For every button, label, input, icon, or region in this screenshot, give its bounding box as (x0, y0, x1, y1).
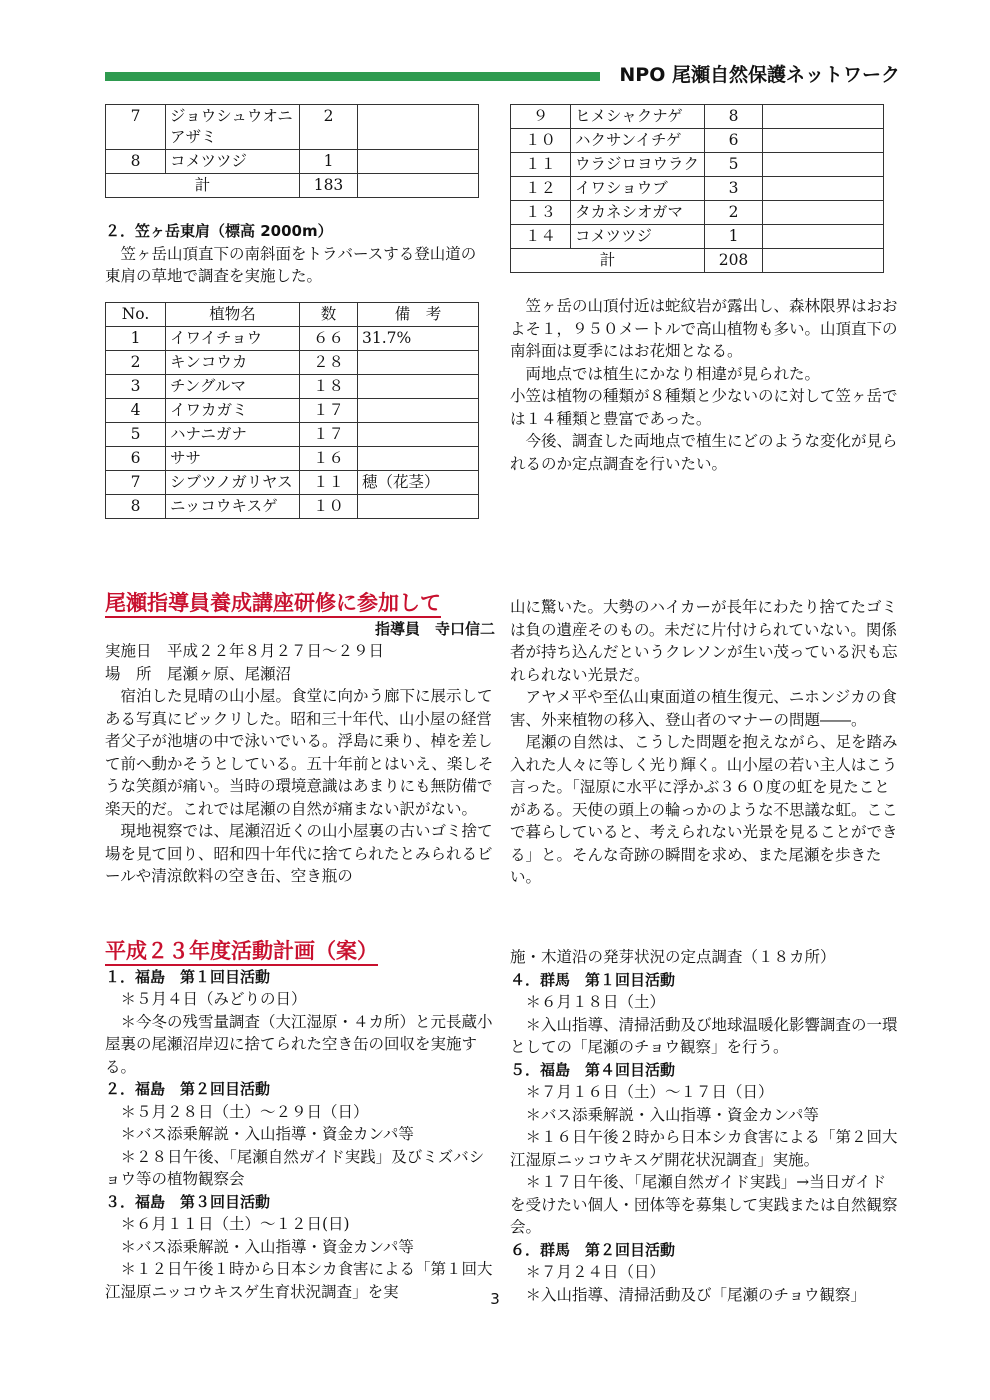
plant-note (358, 398, 479, 422)
plant-count: 2 (705, 201, 763, 225)
article-byline: 指導員 寺口信二 (374, 619, 495, 638)
row-number: 3 (106, 374, 166, 398)
article-paragraph: 宿泊した見晴の山小屋。食堂に向かう廊下に展示してある写真にビックリした。昭和三十年代、山小屋の経営者父子が池塘の中で泳いでいる。浮島に乗り、棹を差して前へ動かそうとしている。五十年前とはいえ、楽しそうな笑顔が痛い。当時の環境意識はあまりにも無防備で楽天的だ。これでは尾瀬の自然が痛まない訳がない。 (105, 687, 494, 818)
plant-name: チングルマ (166, 374, 300, 398)
plan-line: ＊入山指導、清掃活動及び地球温暖化影響調査の一環としての「尾瀬のチョウ観察」を行う。 (510, 1015, 898, 1056)
plant-count: １６ (300, 446, 358, 470)
plant-name: ハクサンイチゲ (571, 129, 705, 153)
plan-heading: ４．群馬 第１回目活動 (510, 970, 676, 989)
plant-count: 2 (300, 105, 358, 150)
row-number: ９ (511, 105, 571, 129)
left-column-top (105, 104, 483, 519)
plan-line: ＊バス添乗解説・入山指導・資金カンパ等 (525, 1105, 819, 1124)
plan-line: ＊７月２４日（日） (525, 1263, 666, 1281)
summary-paragraph: 笠ヶ岳の山頂付近は蛇紋岩が露出し、森林限界はおおよそ１，９５０メートルで高山植物も多い。山頂直下の南斜面は夏季にはお花畑となる。 (510, 297, 898, 360)
article-paragraph: 尾瀬の自然は、こうした問題を抱えながら、足を踏み入れた人々に等しく光り輝く。山小屋の若い主人はこう言った。「湿原に水平に浮かぶ３６０度の虹を見たことがある。天使の頭上の輪っかのような不思議な虹。ここで暮らしていると、考えられない光景を見ることができる」と。そんな奇跡の瞬間を求め、また尾瀬を歩きたい。 (510, 733, 898, 886)
plan-line: ＊６月１８日（土） (525, 993, 666, 1011)
plant-count: 3 (705, 177, 763, 201)
plant-note (763, 177, 884, 201)
table-row (106, 422, 479, 446)
header-cell: No. (106, 302, 166, 326)
table-kasa-continued (510, 104, 884, 273)
plant-count: ２８ (300, 350, 358, 374)
plant-count: 1 (705, 225, 763, 249)
plant-count: １７ (300, 422, 358, 446)
plan-title: 平成２３年度活動計画（案） (105, 940, 378, 966)
plant-count: １７ (300, 398, 358, 422)
plant-note (358, 494, 479, 518)
plant-name: イワイチョウ (166, 326, 300, 350)
row-number: 4 (106, 398, 166, 422)
plan-heading: ３．福島 第３回目活動 (105, 1192, 271, 1211)
plant-name: ウラジロヨウラク (571, 153, 705, 177)
plan-line: ＊今冬の残雪量調査（大江湿原・４カ所）と元長蔵小屋裏の尾瀬沼岸辺に捨てられた空き缶の回収を実施する。 (105, 1012, 493, 1076)
table-kasa (105, 302, 479, 519)
table-row (106, 398, 479, 422)
article-date: 実施日 平成２２年８月２７日～２９日 (105, 642, 385, 660)
plant-count: 5 (705, 153, 763, 177)
table-header-row (106, 302, 479, 326)
table-row (511, 129, 884, 153)
header-cell: 植物名 (166, 302, 300, 326)
plan-heading: ６．群馬 第２回目活動 (510, 1240, 676, 1259)
article-place: 場 所 尾瀬ヶ原、尾瀬沼 (105, 664, 292, 683)
plant-count: 1 (300, 150, 358, 174)
plan-heading: １．福島 第１回目活動 (105, 967, 271, 986)
plant-note (358, 105, 479, 150)
summary-paragraph: 小笠は植物の種類が８種類と少ないのに対して笠ヶ岳では１４種類と豊富であった。 (510, 387, 898, 428)
plan-line: ＊１６日午後２時から日本シカ食害による「第２回大江湿原ニッコウキスゲ開花状況調査」実施。 (510, 1128, 898, 1169)
row-number: 6 (106, 446, 166, 470)
table-row (106, 326, 479, 350)
plant-note: 31.7% (358, 326, 479, 350)
plant-note (763, 201, 884, 225)
plan-line: 施・木道沿の発芽状況の定点調査（１８カ所） (510, 948, 836, 966)
plant-name: イワショウブ (571, 177, 705, 201)
table-row (511, 105, 884, 129)
article-left (105, 592, 495, 888)
plan-line: ＊入山指導、清掃活動及び「尾瀬のチョウ観察」 (525, 1285, 867, 1304)
header-cell: 備 考 (358, 302, 479, 326)
article-title: 尾瀬指導員養成講座研修に参加して (105, 592, 441, 618)
summary-paragraph: 今後、調査した両地点で植生にどのような変化が見られるのか定点調査を行いたい。 (510, 432, 898, 473)
plan-line: ＊バス添乗解説・入山指導・資金カンパ等 (120, 1237, 414, 1256)
plant-note (763, 225, 884, 249)
plant-name: コメツツジ (166, 150, 300, 174)
plan-line: ＊２８日午後、「尾瀬自然ガイド実践」及びミズバショウ等の植物観察会 (105, 1147, 485, 1188)
plant-count: 6 (705, 129, 763, 153)
total-value: 208 (705, 249, 763, 273)
row-number: 7 (106, 105, 166, 150)
section-body-kasa: 笠ヶ岳山頂直下の南斜面をトラバースする登山道の東肩の草地で調査を実施した。 (105, 244, 477, 285)
total-note (763, 249, 884, 273)
summary-paragraph: 両地点では植生にかなり相違が見られた。 (525, 364, 821, 383)
table-row (106, 350, 479, 374)
row-number: 1 (106, 326, 166, 350)
plan-line: ＊７月１６日（土）～１７日（日） (525, 1083, 774, 1101)
row-number: １３ (511, 201, 571, 225)
plant-count: １８ (300, 374, 358, 398)
plant-note (763, 105, 884, 129)
table-row (511, 225, 884, 249)
row-number: 8 (106, 150, 166, 174)
plant-name: シブツノガリヤス (166, 470, 300, 494)
plant-note: 穂（花茎） (358, 470, 479, 494)
table-row (106, 150, 479, 174)
plant-name: コメツツジ (571, 225, 705, 249)
table-total-row (511, 249, 884, 273)
plan-line: ＊５月４日（みどりの日） (120, 990, 307, 1008)
table-top-left (105, 104, 479, 198)
article-paragraph: 現地視察では、尾瀬沼近くの山小屋裏の古いゴミ捨て場を見て回り、昭和四十年代に捨てられたとみられるビールや清涼飲料の空き缶、空き瓶の (105, 822, 493, 885)
plant-name: ヒメシャクナゲ (571, 105, 705, 129)
plant-note (358, 374, 479, 398)
table-row (511, 177, 884, 201)
org-name: NPO 尾瀬自然保護ネットワーク (619, 64, 900, 86)
plan-right (510, 946, 900, 1306)
table-row (106, 374, 479, 398)
plant-count: ６６ (300, 326, 358, 350)
plan-heading: ５．福島 第４回目活動 (510, 1060, 676, 1079)
plan-line: ＊５月２８日（土）～２９日（日） (120, 1102, 369, 1121)
plant-note (358, 150, 479, 174)
plant-name: タカネシオガマ (571, 201, 705, 225)
row-number: 8 (106, 494, 166, 518)
plant-name: ササ (166, 446, 300, 470)
plant-name: ジョウシュウオニアザミ (166, 105, 300, 150)
table-row (106, 470, 479, 494)
header-bar (105, 72, 600, 81)
plan-line: ＊１７日午後、「尾瀬自然ガイド実践」→当日ガイドを受けたい個人・団体等を募集して実践または自然観察会。 (510, 1173, 898, 1236)
table-row (511, 201, 884, 225)
section-heading-kasa: ２．笠ヶ岳東肩（標高 2000m） (105, 222, 333, 240)
row-number: １０ (511, 129, 571, 153)
total-note (358, 174, 479, 198)
table-row (106, 494, 479, 518)
plant-count: １０ (300, 494, 358, 518)
plan-line: ＊１２日午後１時から日本シカ食害による「第１回大江湿原ニッコウキスゲ生育状況調査」を実 (105, 1260, 493, 1301)
article-right (510, 596, 900, 889)
plan-line: ＊６月１１日（土）～１２日(日) (120, 1215, 350, 1233)
row-number: 2 (106, 350, 166, 374)
table-row (106, 446, 479, 470)
plant-count: 8 (705, 105, 763, 129)
table-total-row (106, 174, 479, 198)
page-number: 3 (490, 1290, 500, 1308)
plan-left (105, 940, 495, 1303)
total-label: 計 (106, 174, 300, 198)
plan-line: ＊バス添乗解説・入山指導・資金カンパ等 (120, 1125, 414, 1143)
plant-note (358, 422, 479, 446)
plant-count: １１ (300, 470, 358, 494)
table-row (106, 105, 479, 150)
plant-note (358, 446, 479, 470)
plant-name: ニッコウキスゲ (166, 494, 300, 518)
header-cell: 数 (300, 302, 358, 326)
plant-note (358, 350, 479, 374)
plant-note (763, 129, 884, 153)
right-column-top (510, 104, 900, 475)
plant-name: ハナニガナ (166, 422, 300, 446)
article-paragraph: アヤメ平や至仏山東面道の植生復元、ニホンジカの食害、外来植物の移入、登山者のマナーの問題――。 (510, 688, 897, 729)
plant-name: イワカガミ (166, 398, 300, 422)
plant-note (763, 153, 884, 177)
row-number: １１ (511, 153, 571, 177)
row-number: １２ (511, 177, 571, 201)
row-number: 5 (106, 422, 166, 446)
row-number: １４ (511, 225, 571, 249)
plant-name: キンコウカ (166, 350, 300, 374)
plan-heading: ２．福島 第２回目活動 (105, 1080, 271, 1098)
row-number: 7 (106, 470, 166, 494)
table-row (511, 153, 884, 177)
article-paragraph: 山に驚いた。大勢のハイカーが長年にわたり捨てたゴミは負の遺産そのもの。未だに片付けられていない。関係者が持ち込んだというクレソンが生い茂っている沢も忘れられない光景だ。 (510, 598, 898, 684)
total-value: 183 (300, 174, 358, 198)
total-label: 計 (511, 249, 705, 273)
